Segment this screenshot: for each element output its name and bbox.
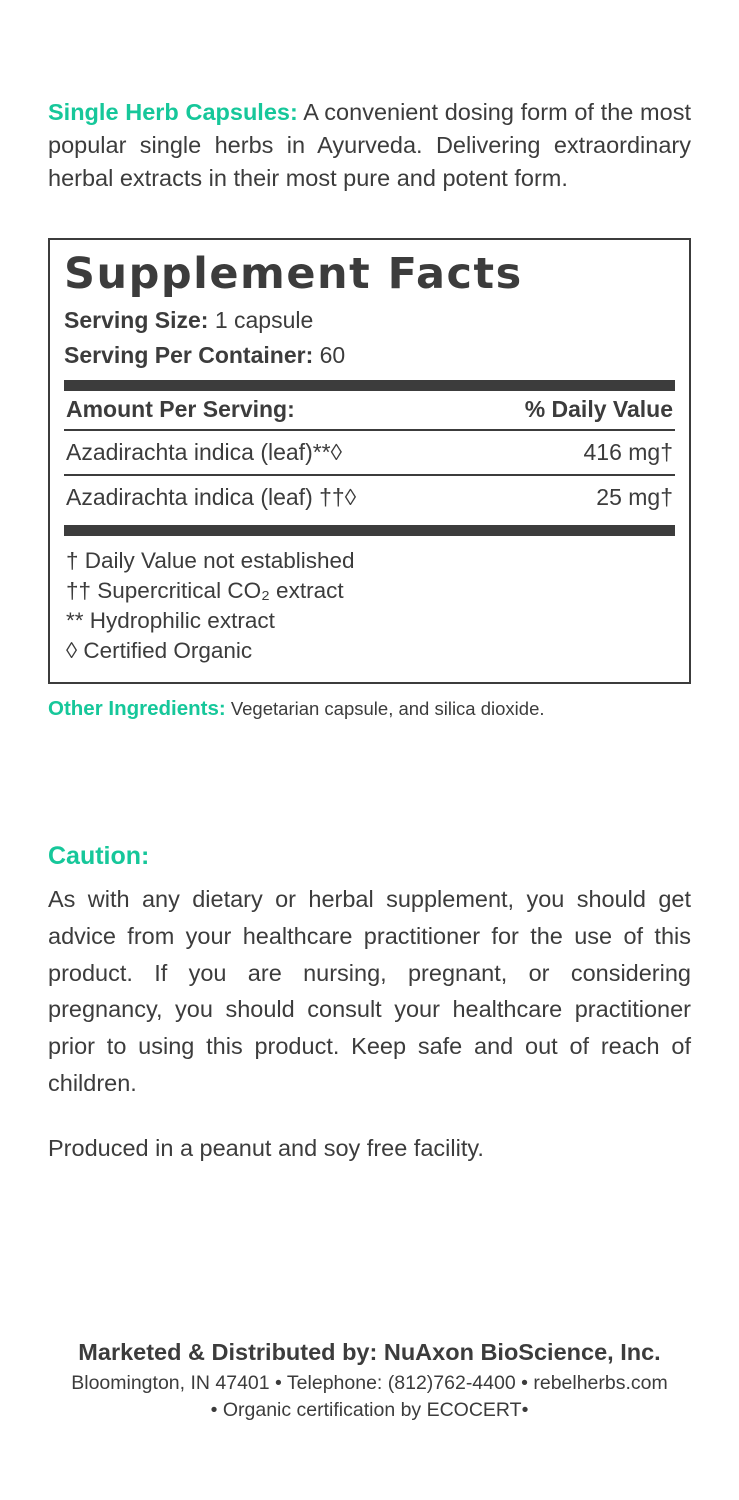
supplement-label-page xyxy=(0,24,739,1500)
intro-body-text: A convenient dosing form of the most popular single herbs in Ayurveda. Delivering extraordinary herbal extracts in their most pure and potent form. xyxy=(48,98,691,192)
facility-statement: Produced in a peanut and soy free facility. xyxy=(48,1135,484,1162)
footnote-double-dagger: †† Supercritical CO₂ extract xyxy=(66,577,344,603)
organic-certification-text: • Organic certification by ECOCERT• xyxy=(210,1398,529,1421)
table-row xyxy=(64,431,675,474)
footer xyxy=(0,1339,739,1422)
caution-body-text: As with any dietary or herbal supplement, you should get advice from your healthcare practitioner for the use of this product. If you are nursing, pregnant, or considering pregnancy, you should consult your healthcare practitioner prior to using this product. Keep safe and out of reach of children. xyxy=(48,886,691,1096)
table-header-row xyxy=(64,391,675,429)
ingredient-name: Azadirachta indica (leaf)**◊ xyxy=(66,439,342,465)
footnotes-block xyxy=(64,536,675,666)
table-row xyxy=(64,476,675,519)
column-header-amount: Amount Per Serving: xyxy=(66,396,295,422)
serving-per-container-label: Serving Per Container: xyxy=(64,342,314,369)
ingredient-name: Azadirachta indica (leaf) ††◊ xyxy=(66,484,357,510)
divider-thick-bottom xyxy=(64,525,675,536)
ingredient-amount: 416 mg† xyxy=(583,439,673,465)
other-ingredients-value: Vegetarian capsule, and silica dioxide. xyxy=(230,697,545,719)
intro-paragraph xyxy=(48,24,691,196)
supplement-facts-panel xyxy=(48,238,691,684)
intro-lead-label: Single Herb Capsules: xyxy=(48,98,298,125)
ingredient-amount: 25 mg† xyxy=(596,484,673,510)
divider-thick-top xyxy=(64,380,675,391)
footnote-asterisks: ** Hydrophilic extract xyxy=(66,607,275,633)
marketed-by-text: Marketed & Distributed by: NuAxon BioScience, Inc. xyxy=(78,1338,661,1365)
address-contact-text: Bloomington, IN 47401 • Telephone: (812)762-4400 • rebelherbs.com xyxy=(71,1371,668,1394)
column-header-daily-value: % Daily Value xyxy=(524,396,673,422)
supplement-facts-title: Supplement Facts xyxy=(64,248,523,299)
serving-per-container-row xyxy=(64,338,675,374)
footnote-dagger: † Daily Value not established xyxy=(66,548,355,573)
serving-per-container-value: 60 xyxy=(319,342,346,369)
caution-heading: Caution: xyxy=(48,842,150,871)
other-ingredients-label: Other Ingredients: xyxy=(48,696,226,720)
serving-size-value: 1 capsule xyxy=(214,306,314,333)
other-ingredients-row xyxy=(48,696,691,723)
footnote-lozenge: ◊ Certified Organic xyxy=(66,637,253,663)
serving-size-row xyxy=(64,303,675,339)
serving-size-label: Serving Size: xyxy=(64,306,209,333)
